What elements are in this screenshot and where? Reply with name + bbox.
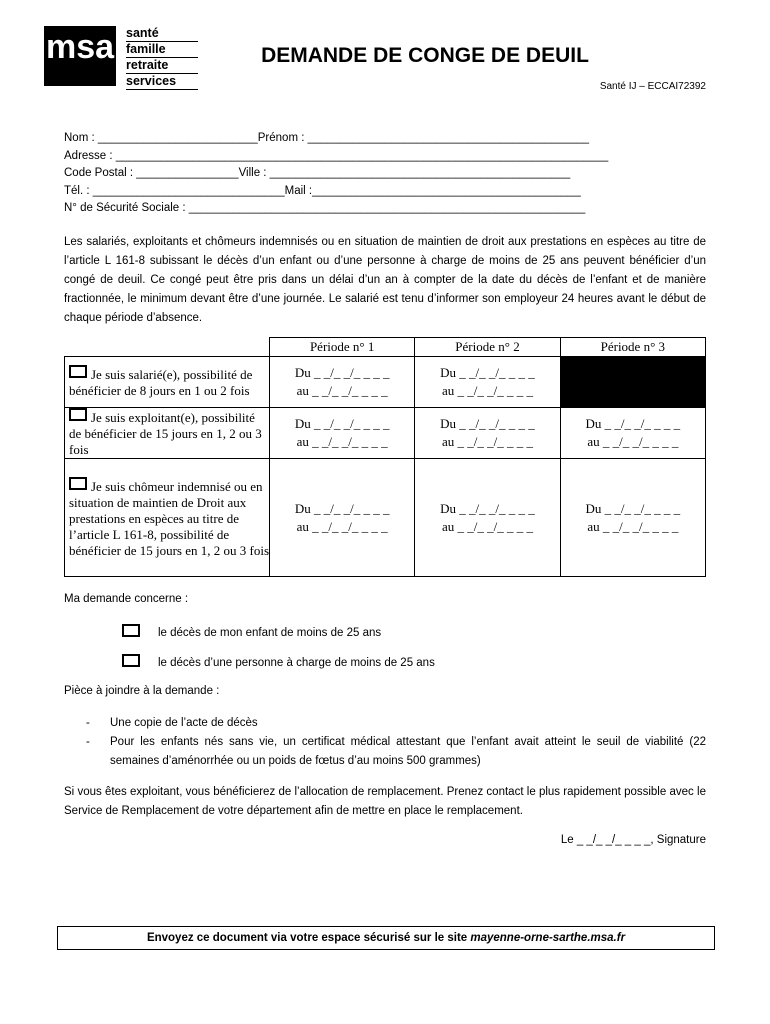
concern-option-child[interactable]	[122, 624, 381, 639]
signature-line[interactable]: Le _ _/_ _/_ _ _ _, Signature	[560, 834, 706, 846]
attachments-heading: Pièce à joindre à la demande :	[64, 685, 220, 697]
list-item: - Une copie de l’acte de décès	[86, 717, 258, 729]
date-to[interactable]: au _ _/_ _/_ _ _ _	[296, 383, 388, 398]
disabled-cell	[560, 357, 705, 408]
postal-city-field[interactable]: Code Postal : ________________Ville : _______________________________________________	[64, 167, 571, 179]
period-cell[interactable]	[415, 459, 560, 577]
date-to[interactable]: au _ _/_ _/_ _ _ _	[441, 518, 533, 534]
period-cell[interactable]	[270, 408, 415, 459]
list-item: - Pour les enfants nés sans vie, un certificat médical attestant que l’enfant avait atteint le seuil de viabilité (22 semaines d’aménorrhée ou un poids de fœtus d’au moins 500 grammes)	[86, 736, 706, 767]
checkbox[interactable]	[122, 624, 140, 637]
concern-option-dependent[interactable]	[122, 654, 435, 669]
footer-site-link[interactable]: mayenne-orne-sarthe.msa.fr	[470, 932, 626, 944]
concern-heading: Ma demande concerne :	[64, 593, 189, 605]
exploitant-note: Si vous êtes exploitant, vous bénéficierez de l’allocation de remplacement. Prenez contact le plus rapidement possible avec le Service de Remplacement de votre département afin de mettre en place le remplacement.	[64, 786, 706, 817]
reference-code: Santé IJ – ECCAI72392	[599, 81, 706, 92]
logo-text: msa	[45, 28, 115, 66]
logo-word: famille	[126, 42, 198, 58]
date-from[interactable]: Du _ _/_ _/_ _ _ _	[294, 365, 390, 380]
date-to[interactable]: au _ _/_ _/_ _ _ _	[296, 434, 388, 449]
msa-logo	[44, 26, 116, 86]
checkbox[interactable]	[69, 408, 87, 421]
date-to[interactable]: au _ _/_ _/_ _ _ _	[587, 434, 679, 449]
status-exploitant[interactable]	[65, 408, 270, 459]
date-from[interactable]: Du _ _/_ _/_ _ _ _	[585, 500, 681, 516]
logo-words	[126, 26, 198, 90]
period-cell[interactable]	[560, 408, 705, 459]
period-header: Période n° 1	[270, 338, 415, 357]
date-from[interactable]: Du _ _/_ _/_ _ _ _	[585, 416, 681, 431]
date-to[interactable]: au _ _/_ _/_ _ _ _	[587, 518, 679, 534]
checkbox[interactable]	[69, 365, 87, 378]
period-cell[interactable]	[270, 357, 415, 408]
logo-word: retraite	[126, 58, 198, 74]
date-from[interactable]: Du _ _/_ _/_ _ _ _	[440, 500, 535, 516]
logo-word: services	[126, 74, 198, 90]
attachments-list	[86, 714, 706, 771]
status-label: Je suis exploitant(e), possibilité de bénéficier de 15 jours en 1, 2 ou 3 fois	[69, 410, 262, 457]
footer-text: Envoyez ce document via votre espace sécurisé sur le site	[146, 932, 471, 944]
period-cell[interactable]	[415, 357, 560, 408]
logo-word: santé	[126, 26, 198, 42]
status-label: Je suis chômeur indemnisé ou en situation de maintien de Droit aux prestations en espèces au titre de l’article L 161-8, possibilité de bénéficier de 15 jours en 1, 2 ou 3 fois	[69, 478, 270, 558]
period-cell[interactable]	[415, 408, 560, 459]
periods-table	[64, 337, 706, 577]
period-cell[interactable]	[270, 459, 415, 577]
status-chomeur[interactable]	[65, 459, 270, 577]
date-from[interactable]: Du _ _/_ _/_ _ _ _	[294, 500, 390, 516]
phone-mail-field[interactable]: Tél. : ______________________________Mail :__________________________________________	[64, 184, 581, 197]
status-salarie[interactable]	[65, 357, 270, 408]
footer-box	[57, 926, 715, 950]
option-label: le décès de mon enfant de moins de 25 ans	[158, 627, 382, 639]
date-from[interactable]: Du _ _/_ _/_ _ _ _	[440, 365, 535, 380]
social-security-field[interactable]: N° de Sécurité Sociale : ______________________________________________________________	[64, 202, 586, 214]
status-label: Je suis salarié(e), possibilité de bénéficier de 8 jours en 1 ou 2 fois	[69, 367, 253, 398]
list-item-text: Une copie de l’acte de décès	[110, 717, 258, 729]
date-to[interactable]: au _ _/_ _/_ _ _ _	[441, 383, 533, 398]
checkbox[interactable]	[122, 654, 140, 667]
address-field[interactable]: Adresse : _____________________________________________________________________________	[64, 149, 609, 162]
checkbox[interactable]	[69, 477, 87, 490]
period-header: Période n° 3	[560, 338, 705, 357]
period-cell[interactable]	[560, 459, 705, 577]
identity-fields	[64, 130, 709, 218]
option-label: le décès d’une personne à charge de moins de 25 ans	[158, 657, 435, 669]
date-from[interactable]: Du _ _/_ _/_ _ _ _	[294, 416, 390, 431]
date-to[interactable]: au _ _/_ _/_ _ _ _	[296, 518, 388, 534]
document-title: DEMANDE DE CONGE DE DEUIL	[261, 44, 589, 67]
intro-paragraph: Les salariés, exploitants et chômeurs indemnisés ou en situation de maintien de droit aux prestations en espèces au titre de l’article L 161-8 subissant le décès d’un enfant ou d’une personne à charge de moins de 25 ans peuvent bénéficier d’un congé de deuil. Ce congé peut être pris dans un délai d’un an à compter de la date du décès de l’enfant et de manière fractionnée, le minimum devant être d’une journée. Le salarié est tenu d’informer son employeur 24 heures avant le début de chaque période d’absence.	[64, 236, 706, 324]
date-to[interactable]: au _ _/_ _/_ _ _ _	[441, 434, 533, 449]
list-item-text: Pour les enfants nés sans vie, un certificat médical attestant que l’enfant avait atteint le seuil de viabilité (22 semaines d’aménorrhée ou un poids de fœtus d’au moins 500 grammes)	[110, 736, 706, 767]
date-from[interactable]: Du _ _/_ _/_ _ _ _	[440, 416, 535, 431]
period-header: Période n° 2	[415, 338, 560, 357]
empty-corner	[65, 338, 270, 357]
name-field[interactable]: Nom : _________________________Prénom : ____________________________________________	[64, 132, 590, 144]
